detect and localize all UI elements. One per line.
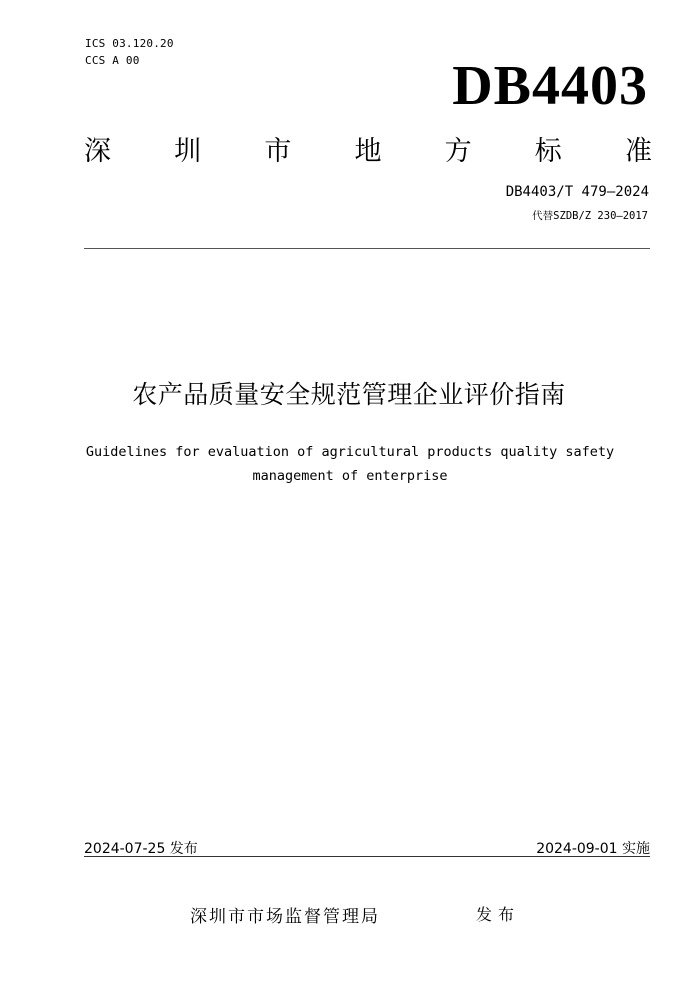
standard-type-char: 准 — [624, 136, 652, 167]
document-title-english — [60, 440, 640, 488]
standard-number: DB4403/T 479—2024 — [505, 184, 649, 200]
standard-type-char: 方 — [444, 136, 472, 167]
standard-type-char: 深 — [84, 136, 111, 167]
ics-code: ICS 03.120.20 — [85, 37, 174, 50]
publish-date: 2024-07-25 发布 — [84, 841, 198, 857]
document-title-english-line2: management of enterprise — [252, 468, 448, 484]
header-divider — [84, 248, 650, 249]
replaces-standard: 代替SZDB/Z 230—2017 — [532, 210, 648, 222]
standard-type-char: 圳 — [174, 136, 202, 167]
ccs-code: CCS A 00 — [85, 54, 140, 67]
issue-label: 发布 — [476, 905, 521, 924]
document-title-chinese-text: 农产品质量安全规范管理企业评价指南 — [132, 380, 566, 409]
document-title-english-line1: Guidelines for evaluation of agricultural products quality safety — [85, 444, 615, 460]
footer-divider — [84, 856, 650, 857]
issuing-authority: 深圳市市场监督管理局 — [190, 907, 380, 927]
implement-date: 2024-09-01 实施 — [536, 841, 650, 857]
standard-type-char: 地 — [354, 136, 382, 167]
standard-type-heading — [84, 136, 652, 168]
standard-type-char: 市 — [264, 136, 292, 167]
standard-type-char: 标 — [534, 136, 562, 167]
document-title-chinese — [0, 380, 700, 410]
standard-logo: DB4403 — [452, 55, 648, 117]
